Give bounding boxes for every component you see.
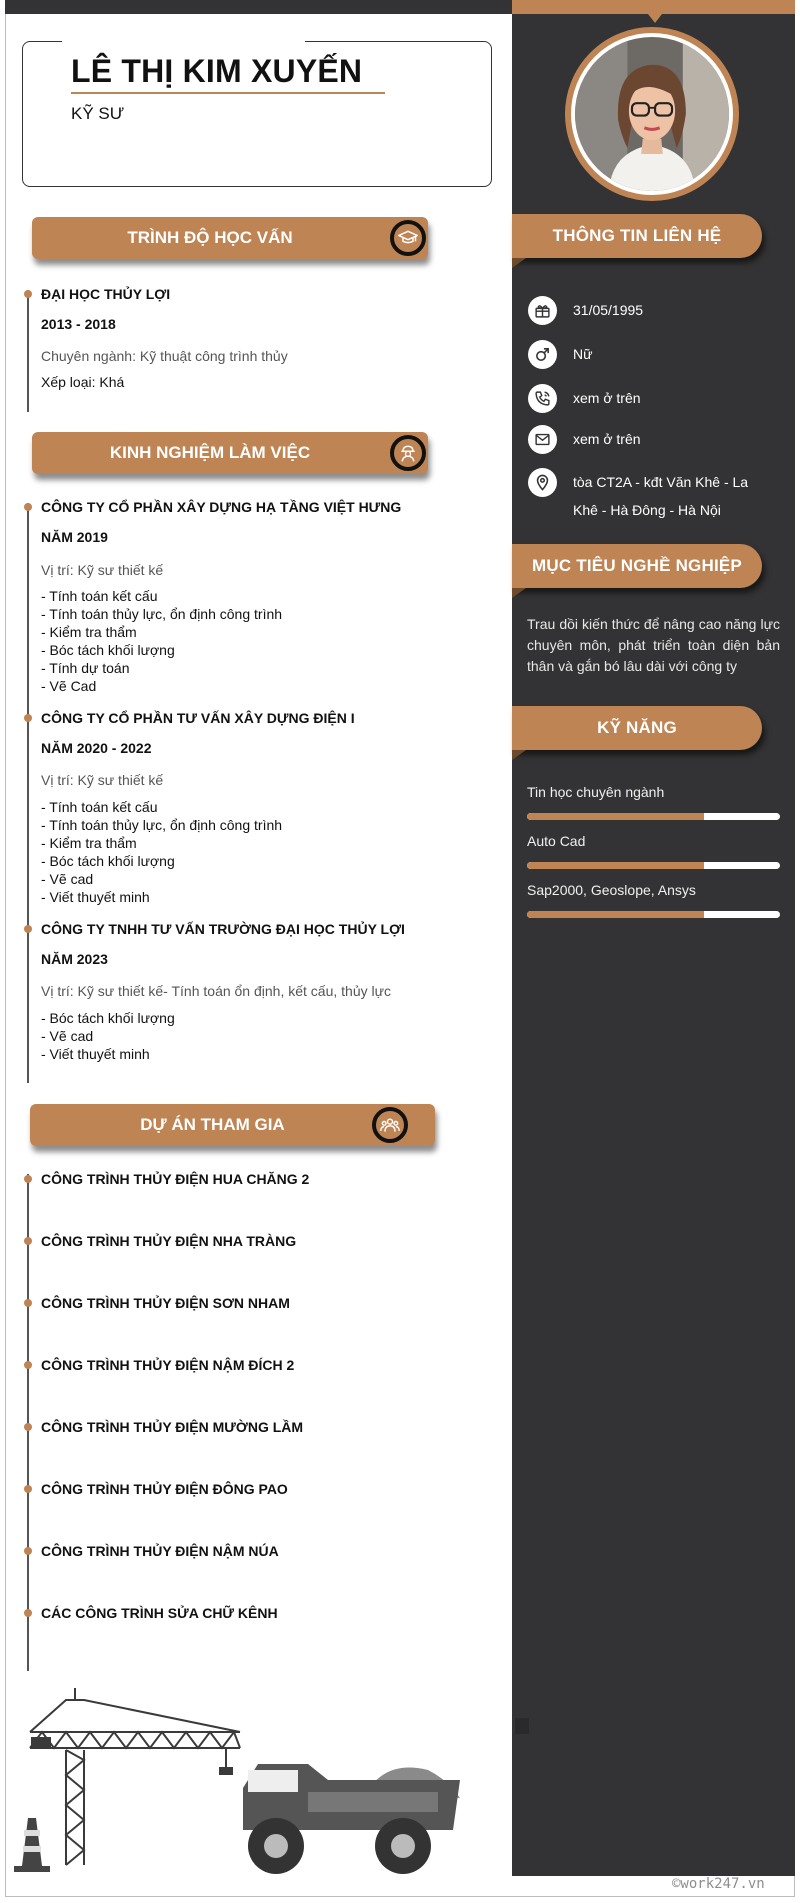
contact-item-birthday [528,296,773,325]
profile-photo [575,37,729,191]
skill-bar-fill [527,862,704,869]
skill-name: Auto Cad [527,833,586,849]
phone-icon [528,384,557,413]
birthday-value: 31/05/1995 [573,302,644,318]
sidebar [512,14,795,1876]
candidate-name: LÊ THỊ KIM XUYẾN [71,53,363,89]
education-major: Chuyên ngành: Kỹ thuật công trình thủy [41,348,288,364]
job-tasks [41,587,282,695]
job-company: CÔNG TY TNHH TƯ VẤN TRƯỜNG ĐẠI HỌC THỦY LỢI [41,921,405,937]
top-notch [648,14,662,23]
task-item: - Bóc tách khối lượng [41,853,175,869]
education-timeline [27,290,29,412]
skill-bar [527,813,780,820]
task-item: - Viết thuyết minh [41,889,150,905]
objective-heading [512,544,762,588]
avatar [565,27,739,201]
tower-crane-illustration [30,1688,240,1865]
top-bar-accent [512,0,795,14]
skill-bar [527,911,780,918]
task-item: - Kiểm tra thẩm [41,624,137,640]
task-item: - Tính toán kết cấu [41,799,158,815]
task-item: - Bóc tách khối lượng [41,642,175,658]
job-company: CÔNG TY CỔ PHẦN TƯ VẤN XÂY DỰNG ĐIỆN I [41,710,355,726]
timeline-dot [24,503,32,511]
skill-bar-fill [527,813,704,820]
objective-heading-label: MỤC TIÊU NGHỀ NGHIỆP [532,556,742,575]
engineer-icon [390,435,426,471]
timeline-dot [24,1361,32,1369]
timeline-dot [24,290,32,298]
job-period: NĂM 2020 - 2022 [41,740,152,756]
task-item: - Tính toán kết cấu [41,588,158,604]
graduation-cap-icon [390,220,426,256]
dump-truck-illustration [243,1764,460,1874]
projects-heading-label: DỰ ÁN THAM GIA [140,1115,285,1134]
job-tasks [41,798,282,906]
education-years: 2013 - 2018 [41,316,116,332]
task-item: - Kiểm tra thẩm [41,835,137,851]
experience-heading-label: KINH NGHIỆM LÀM VIỆC [109,443,311,462]
timeline-dot [24,925,32,933]
contact-item-gender [528,340,773,369]
decorative-square [515,1718,529,1734]
phone-value: xem ở trên [573,390,641,406]
education-grade: Xếp loại: Khá [41,374,125,390]
job-position: Vị trí: Kỹ sư thiết kế- Tính toán ổn định, kết cấu, thủy lực [41,983,391,999]
task-item: - Vẽ cad [41,871,94,887]
timeline-dot [24,1423,32,1431]
male-gender-icon [528,340,557,369]
profile-photo-illustration [575,37,729,191]
job-company: CÔNG TY CỔ PHẦN XÂY DỰNG HẠ TẦNG VIỆT HƯNG [41,499,402,515]
skills-heading-label: KỸ NĂNG [597,718,677,737]
team-icon [372,1107,408,1143]
projects-heading [30,1104,435,1146]
task-item: - Tính toán thủy lực, ổn định công trình [41,817,283,833]
task-item: - Tính dự toán [41,660,130,676]
skill-bar-fill [527,911,704,918]
project-item: CÔNG TRÌNH THỦY ĐIỆN MƯỜNG LẦM [41,1419,304,1435]
timeline-dot [24,1237,32,1245]
skills-heading [512,706,762,750]
timeline-dot [24,1547,32,1555]
task-item: - Bóc tách khối lượng [41,1010,175,1026]
project-item: CÔNG TRÌNH THỦY ĐIỆN ĐÔNG PAO [41,1481,288,1497]
objective-text: Trau dồi kiến thức để nâng cao năng lực chuyên môn, phát triển toàn diện bản thân và gắn bó lâu dài với công ty [527,616,780,674]
timeline-dot [24,714,32,722]
contact-heading [512,214,762,258]
name-underline [71,92,385,94]
timeline-dot [24,1299,32,1307]
skill-name: Tin học chuyên ngành [527,784,665,800]
project-item: CÔNG TRÌNH THỦY ĐIỆN NẬM NÚA [41,1543,279,1559]
contact-item-phone [528,384,773,413]
timeline-dot [24,1175,32,1183]
gift-icon [528,296,557,325]
address-value: tòa CT2A - kđt Văn Khê - La Khê - Hà Đông - Hà Nội [573,474,749,518]
skill-name: Sap2000, Geoslope, Ansys [527,882,696,898]
job-position: Vị trí: Kỹ sư thiết kế [41,562,164,578]
traffic-cone-illustration [14,1818,50,1872]
task-item: - Vẽ cad [41,1028,94,1044]
education-heading-label: TRÌNH ĐỘ HỌC VẤN [127,228,293,247]
job-period: NĂM 2023 [41,951,108,967]
task-item: - Vẽ Cad [41,678,97,694]
timeline-dot [24,1485,32,1493]
task-item: - Tính toán thủy lực, ổn định công trình [41,606,283,622]
location-pin-icon [528,468,557,497]
education-heading [32,217,428,259]
project-item: CÁC CÔNG TRÌNH SỬA CHỮ KÊNH [41,1605,278,1621]
candidate-title: KỸ SƯ [71,104,125,123]
contact-item-email [528,425,773,454]
timeline-dot [24,1609,32,1617]
skill-bar [527,862,780,869]
contact-item-address [528,468,773,524]
project-item: CÔNG TRÌNH THỦY ĐIỆN NHA TRÀNG [41,1233,297,1249]
job-position: Vị trí: Kỹ sư thiết kế [41,772,164,788]
job-tasks [41,1009,175,1063]
contact-heading-label: THÔNG TIN LIÊN HỆ [552,226,722,245]
education-school: ĐẠI HỌC THỦY LỢI [41,286,171,302]
project-item: CÔNG TRÌNH THỦY ĐIỆN HUA CHĂNG 2 [41,1171,310,1187]
gender-value: Nữ [573,346,593,362]
job-period: NĂM 2019 [41,529,108,545]
email-value: xem ở trên [573,431,641,447]
mail-icon [528,425,557,454]
project-item: CÔNG TRÌNH THỦY ĐIỆN NẬM ĐÍCH 2 [41,1357,295,1373]
experience-heading [32,432,428,474]
name-box-gap [62,39,305,44]
project-item: CÔNG TRÌNH THỦY ĐIỆN SƠN NHAM [41,1295,290,1311]
watermark: ©work247.vn [672,1876,765,1892]
construction-illustration [8,1680,468,1880]
experience-timeline [27,503,29,1083]
top-bar [5,0,512,14]
task-item: - Viết thuyết minh [41,1046,150,1062]
